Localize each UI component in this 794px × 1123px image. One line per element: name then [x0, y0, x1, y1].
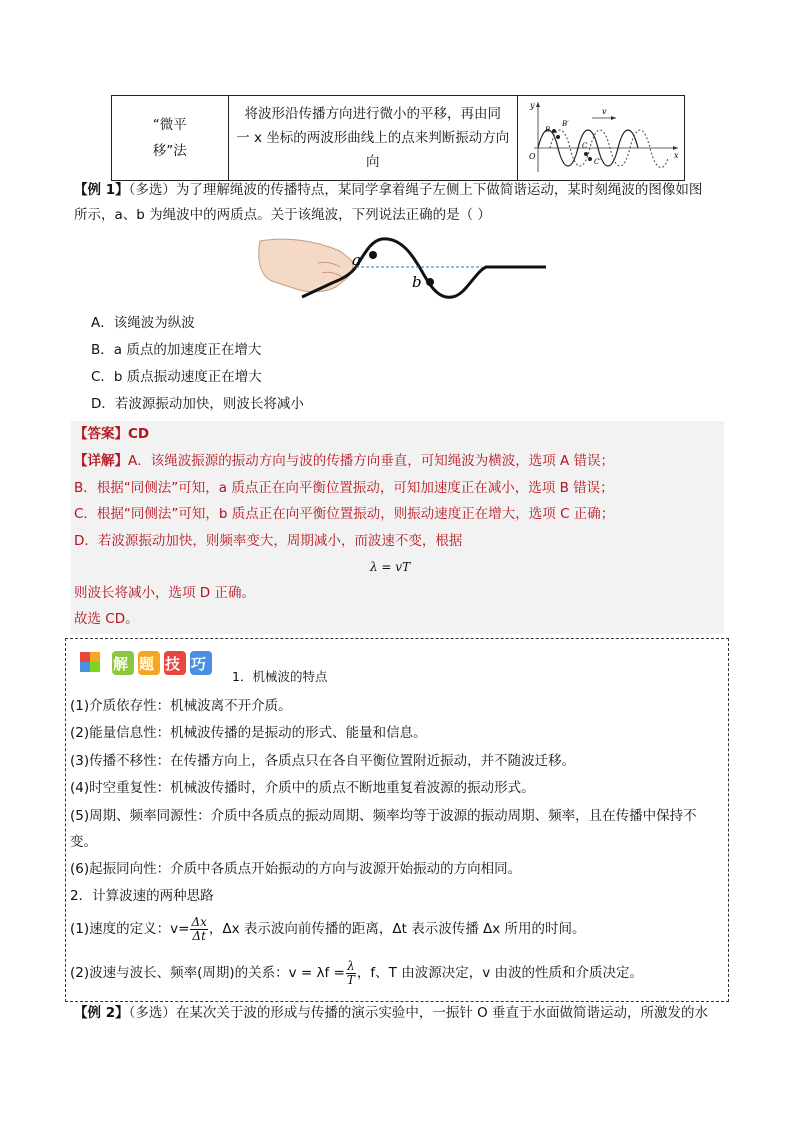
velocity-label: v	[601, 107, 607, 116]
example2-stem-text1: 在某次关于波的形成与传播的演示实验中，一振针 O 垂直于水面做简谐运动，所激发的水	[175, 1005, 709, 1021]
speed1-suffix: ，Δx 表示波向前传播的距离，Δt 表示波传播 Δx 所用的时间。	[208, 921, 586, 937]
method-description-cell	[228, 96, 517, 181]
tips-logo-text: 解题技巧	[113, 655, 218, 673]
option-d: D．若波源振动加快，则波长将减小	[91, 396, 304, 412]
tips-item-6: (6)起振同向性：介质中各质点开始振动的方向与波源开始振动的方向相同。	[70, 861, 522, 877]
label-b: B	[544, 126, 551, 134]
point-b	[426, 278, 434, 286]
tips-logo	[78, 648, 228, 678]
tips-heading2: 2．计算波速的两种思路	[70, 888, 214, 904]
example2-stem-line1	[74, 1003, 708, 1023]
tips-speed1	[70, 914, 586, 944]
speed1-num: Δx	[191, 914, 207, 929]
option-c: C．b 质点振动速度正在增大	[91, 369, 262, 385]
detail-b: B．根据“同侧法”可知，a 质点正在向平衡位置振动，可知加速度正在减小，选项 B 错误；	[74, 480, 614, 496]
detail-a-line	[74, 451, 614, 471]
tips-item-1: (1)介质依存性：机械波离不开介质。	[70, 698, 292, 714]
example2-tag: 【例 2】	[74, 1005, 129, 1021]
tips-item-3: (3)传播不移性：在传播方向上，各质点只在各自平衡位置附近振动，并不随波迁移。	[70, 753, 576, 769]
speed1-prefix: (1)速度的定义：v=	[70, 921, 190, 937]
method-name-line1: “微平	[152, 117, 187, 133]
example1-stem-line2: 所示，a、b 为绳波中的两质点。关于该绳波，下列说法正确的是（ ）	[74, 207, 491, 223]
tips-speed2	[70, 958, 643, 988]
point-b-dot	[552, 129, 556, 133]
point-a	[369, 251, 377, 259]
method-desc-line3: 向	[365, 154, 380, 170]
tips-item-5: (5)周期、频率同源性：介质中各质点的振动周期、频率均等于波源的振动周期、频率，且在传播中保持不	[70, 808, 697, 824]
option-b: B．a 质点的加速度正在增大	[91, 342, 262, 358]
hand-shape	[259, 239, 353, 292]
detail-d2: 则波长将减小，选项 D 正确。	[74, 585, 255, 601]
wave-shift-diagram	[518, 96, 684, 176]
axis-x-label: x	[673, 151, 679, 160]
label-b2: B′	[561, 120, 569, 128]
point-b2-dot	[556, 135, 560, 139]
speed2-den: T	[346, 972, 355, 987]
method-desc-line1: 将波形沿传播方向进行微小的平移，再由同	[244, 106, 501, 122]
formula: λ = vT	[370, 560, 411, 574]
label-a: a	[352, 251, 361, 269]
option-a: A．该绳波为纵波	[91, 315, 195, 331]
method-figure-cell	[517, 96, 684, 181]
example1-tag: 【例 1】	[74, 182, 129, 198]
detail-a: A．该绳波振源的振动方向与波的传播方向垂直，可知绳波为横波，选项 A 错误；	[128, 453, 615, 469]
answer-label: 【答案】CD	[74, 426, 150, 442]
tips-item-5-cont: 变。	[70, 834, 97, 850]
conclusion: 故选 CD。	[74, 611, 139, 627]
point-c-dot	[584, 152, 588, 156]
method-name-cell	[112, 96, 229, 181]
example2-multi: （多选）	[128, 1005, 176, 1021]
speed2-num: λ	[347, 958, 355, 973]
tips-item-2: (2)能量信息性：机械波传播的是振动的形式、能量和信息。	[70, 725, 427, 741]
detail-d: D．若波源振动加快，则频率变大，周期减小，而波速不变，根据	[74, 533, 463, 549]
label-c2: C′	[593, 158, 601, 166]
method-name-line2: 移”法	[152, 143, 187, 159]
axis-y-label: y	[529, 101, 535, 110]
speed1-fraction	[190, 916, 207, 943]
example1-multi: （多选）	[128, 182, 176, 198]
example1-stem-text1: 为了理解绳波的传播特点，某同学拿着绳子左侧上下做简谐运动，某时刻绳波的图像如图	[175, 182, 703, 198]
point-c2-dot	[588, 157, 592, 161]
detail-label: 【详解】	[74, 453, 128, 469]
method-table	[111, 95, 685, 181]
label-c: C	[581, 142, 588, 150]
speed2-fraction	[346, 960, 356, 987]
detail-c: C．根据“同侧法”可知，b 质点正在向平衡位置振动，则振动速度正在增大，选项 C 正确；	[74, 506, 615, 522]
label-b: b	[412, 273, 422, 291]
example1-stem-line1	[74, 180, 702, 200]
rope-wave-figure	[252, 233, 552, 305]
tips-heading1: 1．机械波的特点	[232, 669, 328, 684]
tips-item-4: (4)时空重复性：机械波传播时，介质中的质点不断地重复着波源的振动形式。	[70, 780, 535, 796]
speed1-den: Δt	[192, 928, 206, 943]
method-desc-line2: 一 x 坐标的两波形曲线上的点来判断振动方向	[236, 130, 510, 146]
speed2-prefix: (2)波速与波长、频率(周期)的关系：v = λf =	[70, 965, 345, 981]
origin-label: O	[528, 152, 536, 161]
speed2-suffix: ，f、T 由波源决定，v 由波的性质和介质决定。	[356, 965, 643, 981]
puzzle-icon	[80, 652, 90, 662]
